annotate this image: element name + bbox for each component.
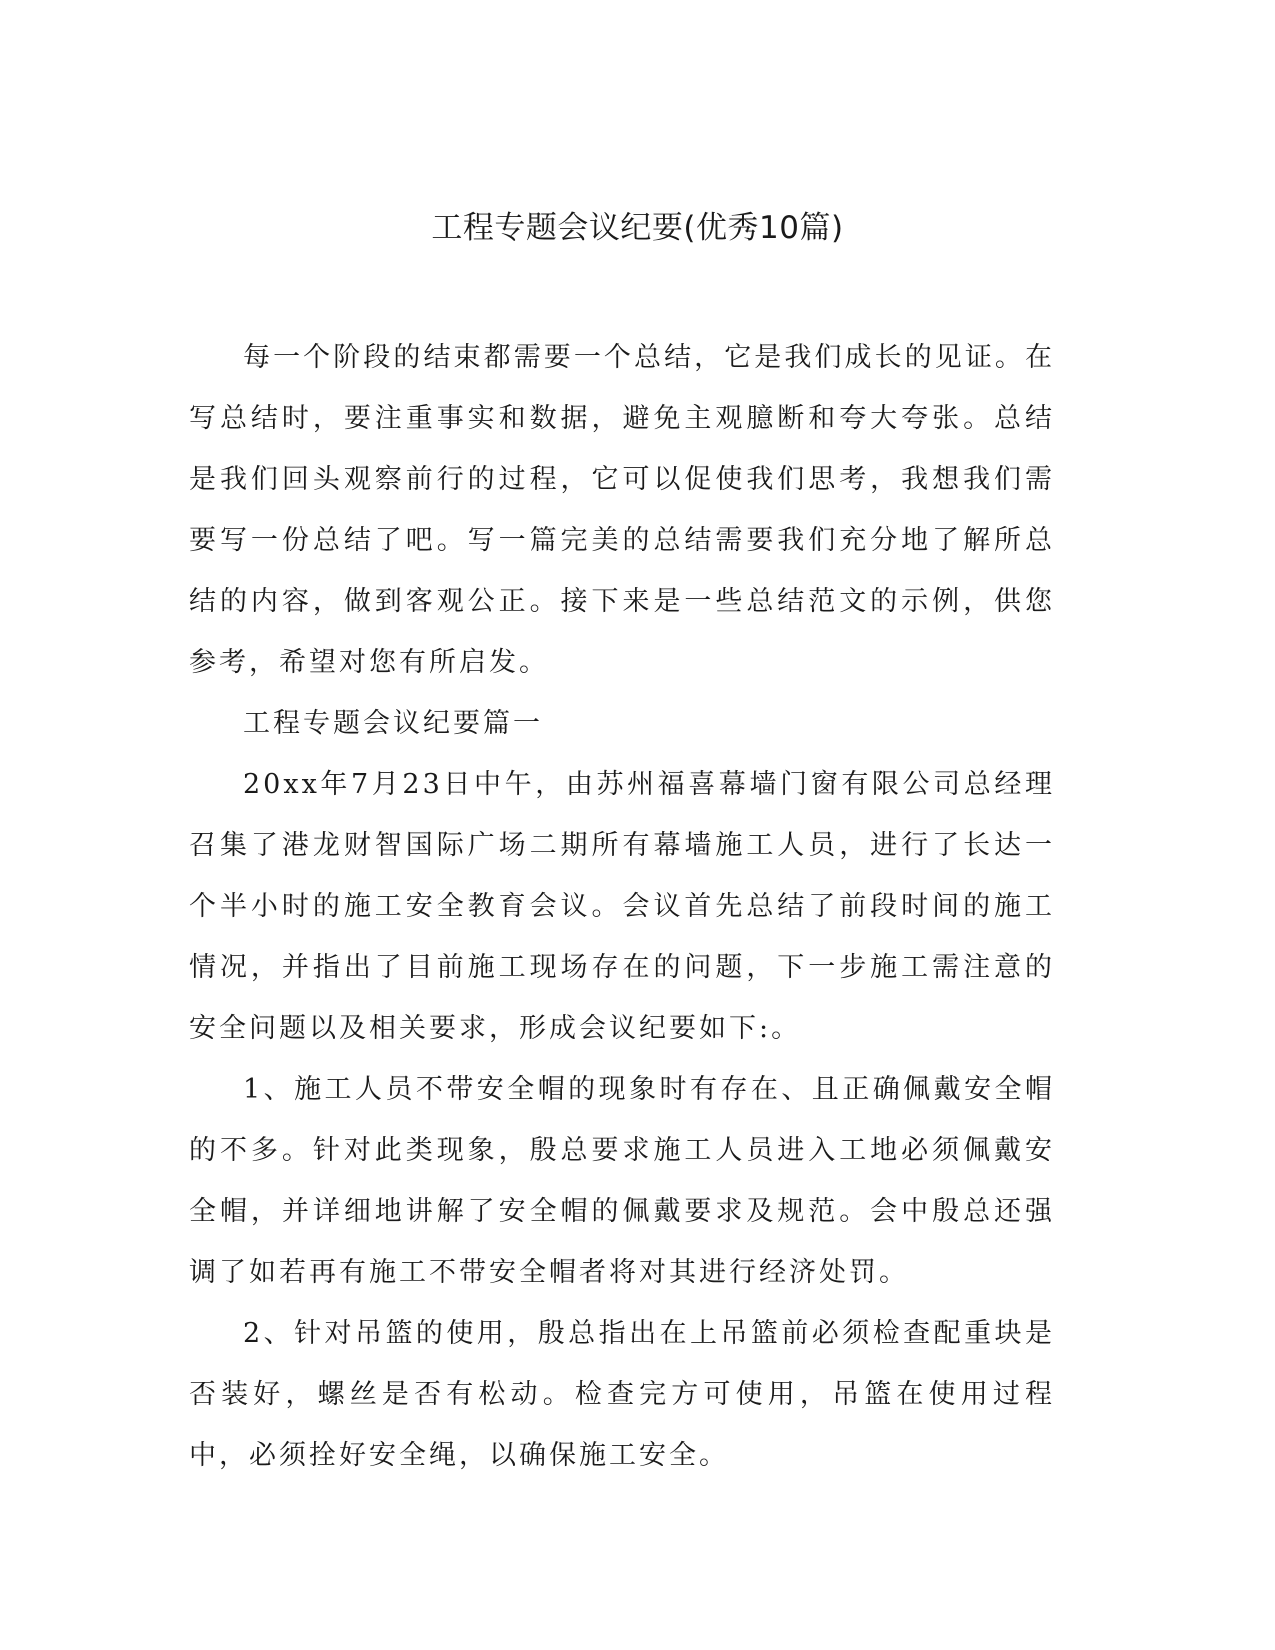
- document-body: [189, 327, 1055, 1486]
- document-title: 工程专题会议纪要(优秀10篇): [431, 210, 844, 246]
- item-2-paragraph: 2、针对吊篮的使用，殷总指出在上吊篮前必须检查配重块是否装好，螺丝是否有松动。检查完方可使用，吊篮在使用过程中，必须拴好安全绳，以确保施工安全。: [189, 1318, 1055, 1471]
- meeting-paragraph: 20xx年7月23日中午，由苏州福喜幕墙门窗有限公司总经理召集了港龙财智国际广场二期所有幕墙施工人员，进行了长达一个半小时的施工安全教育会议。会议首先总结了前段时间的施工情况，并指出了目前施工现场存在的问题，下一步施工需注意的安全问题以及相关要求，形成会议纪要如下:。: [189, 769, 1055, 1044]
- item-1-paragraph: 1、施工人员不带安全帽的现象时有存在、且正确佩戴安全帽的不多。针对此类现象，殷总要求施工人员进入工地必须佩戴安全帽，并详细地讲解了安全帽的佩戴要求及规范。会中殷总还强调了如若再有施工不带安全帽者将对其进行经济处罚。: [189, 1074, 1055, 1288]
- intro-paragraph: 每一个阶段的结束都需要一个总结，它是我们成长的见证。在写总结时，要注重事实和数据，避免主观臆断和夸大夸张。总结是我们回头观察前行的过程，它可以促使我们思考，我想我们需要写一份总结了吧。写一篇完美的总结需要我们充分地了解所总结的内容，做到客观公正。接下来是一些总结范文的示例，供您参考，希望对您有所启发。: [189, 342, 1055, 678]
- section-heading: 工程专题会议纪要篇一: [243, 708, 543, 739]
